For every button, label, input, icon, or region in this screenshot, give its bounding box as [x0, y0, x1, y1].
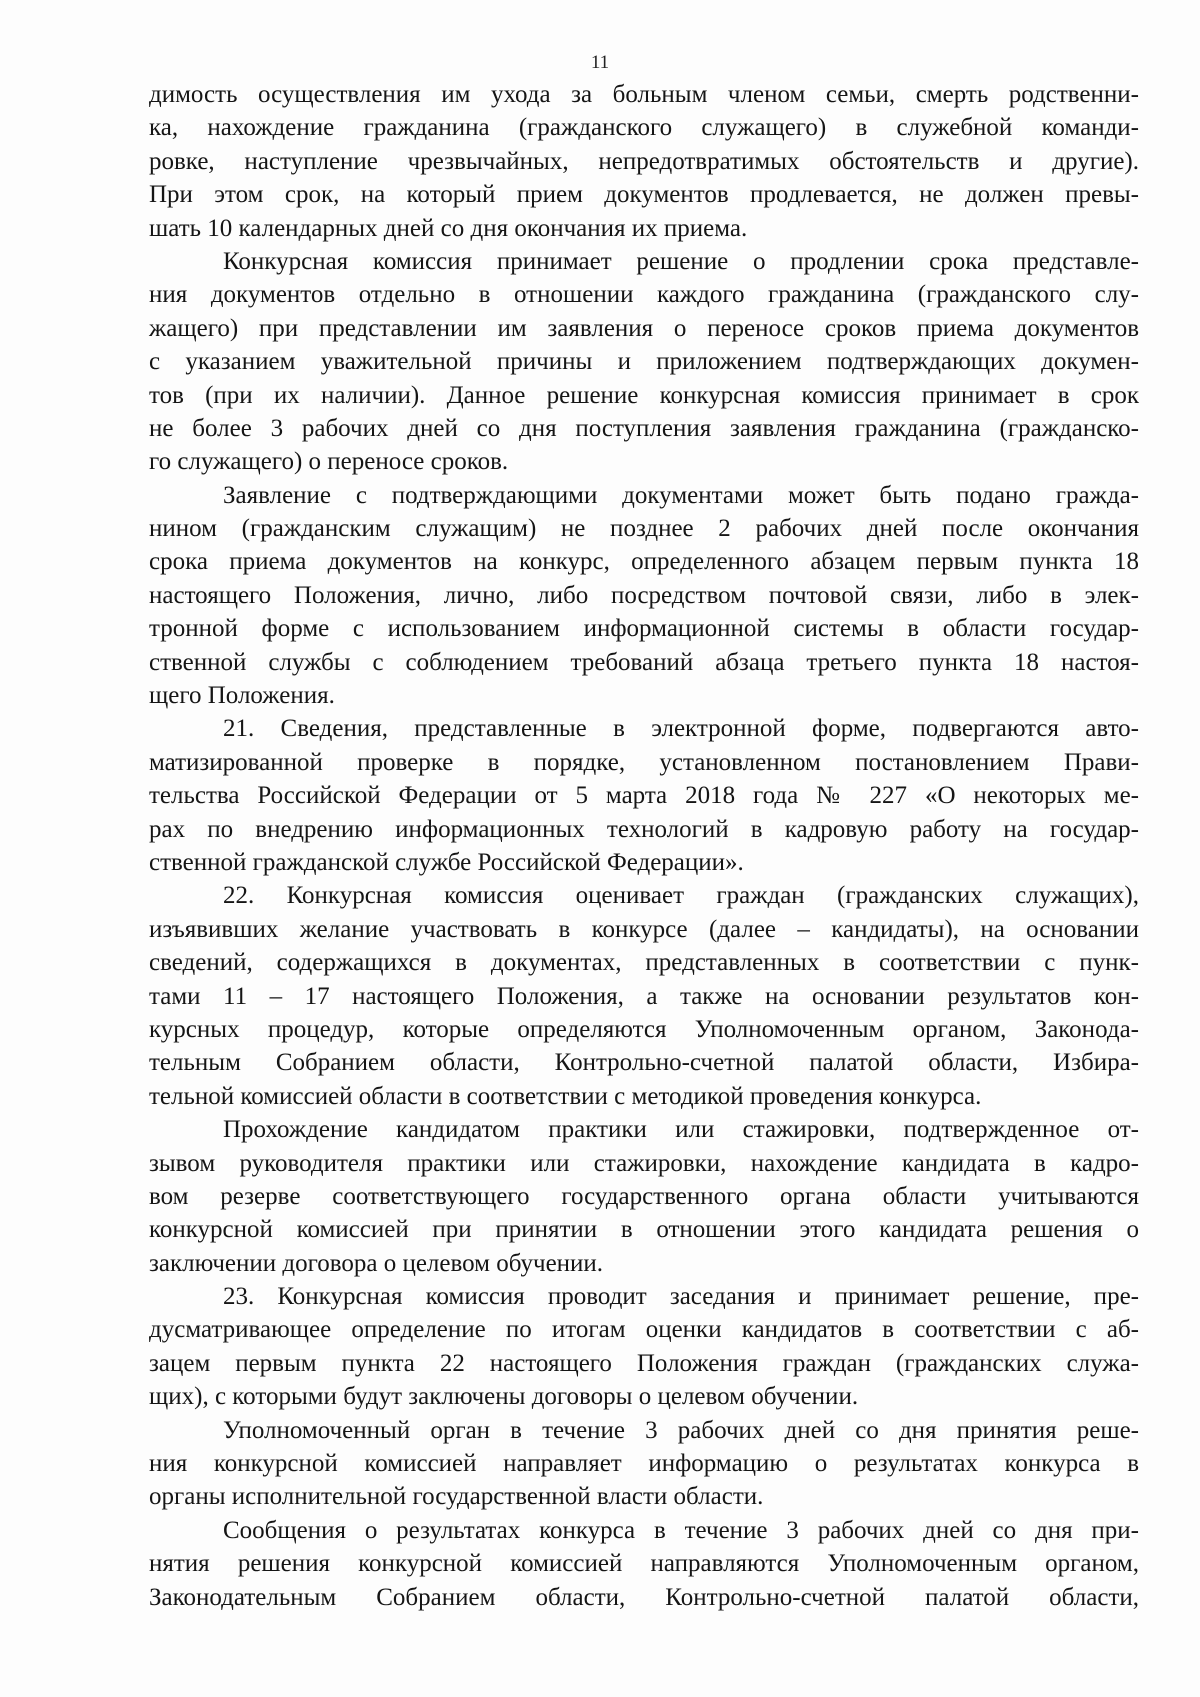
- text-line: сведений, содержащихся в документах, представленных в соответствии с пунк-: [149, 949, 1139, 977]
- text-line: 23. Конкурсная комиссия проводит заседания и принимает решение, пре-: [223, 1283, 1139, 1311]
- text-line: нятия решения конкурсной комиссией направляются Уполномоченным органом,: [149, 1550, 1139, 1578]
- text-line: жащего) при представлении им заявления о переносе сроков приема документов: [149, 314, 1139, 342]
- text-line: При этом срок, на который прием документов продлевается, не должен превы-: [149, 181, 1139, 209]
- text-line: настоящего Положения, лично, либо посредством почтовой связи, либо в элек-: [149, 581, 1139, 609]
- text-line: тельной комиссией области в соответствии с методикой проведения конкурса.: [149, 1082, 982, 1110]
- text-line: ственной гражданской службе Российской Федерации».: [149, 848, 744, 876]
- text-line: тами 11 – 17 настоящего Положения, а также на основании результатов кон-: [149, 982, 1139, 1010]
- text-line: 22. Конкурсная комиссия оценивает граждан (гражданских служащих),: [223, 882, 1139, 910]
- text-line: Конкурсная комиссия принимает решение о продлении срока представле-: [223, 247, 1139, 275]
- text-line: ния конкурсной комиссией направляет информацию о результатах конкурса в: [149, 1450, 1139, 1478]
- text-line: тронной форме с использованием информационной системы в области государ-: [149, 615, 1139, 643]
- text-line: изъявивших желание участвовать в конкурсе (далее – кандидаты), на основании: [149, 915, 1139, 943]
- text-line: го служащего) о переносе сроков.: [149, 448, 509, 476]
- text-line: матизированной проверке в порядке, установленном постановлением Прави-: [149, 748, 1139, 776]
- text-line: тельства Российской Федерации от 5 марта 2018 года № 227 «О некоторых ме-: [149, 782, 1139, 810]
- text-line: щего Положения.: [149, 682, 335, 710]
- text-line: Уполномоченный орган в течение 3 рабочих дней со дня принятия реше-: [223, 1416, 1139, 1444]
- text-line: щих), с которыми будут заключены договоры о целевом обучении.: [149, 1383, 859, 1411]
- text-line: димость осуществления им ухода за больным членом семьи, смерть родственни-: [149, 81, 1139, 108]
- text-line: срока приема документов на конкурс, определенного абзацем первым пункта 18: [149, 548, 1139, 576]
- text-line: ровке, наступление чрезвычайных, непредотвратимых обстоятельств и другие).: [149, 147, 1139, 175]
- text-line: рах по внедрению информационных технологий в кадровую работу на государ-: [149, 815, 1139, 843]
- page-number: 11: [590, 52, 610, 73]
- text-line: с указанием уважительной причины и приложением подтверждающих докумен-: [149, 348, 1139, 376]
- text-line: Законодательным Собранием области, Контрольно-счетной палатой области,: [149, 1583, 1139, 1611]
- text-line: зацем первым пункта 22 настоящего Положения граждан (гражданских служа-: [149, 1349, 1139, 1377]
- body-text: [149, 78, 1139, 1614]
- text-line: Заявление с подтверждающими документами может быть подано гражда-: [223, 481, 1139, 509]
- text-line: тов (при их наличии). Данное решение конкурсная комиссия принимает в срок: [149, 381, 1139, 409]
- text-line: Сообщения о результатах конкурса в течение 3 рабочих дней со дня при-: [223, 1516, 1139, 1544]
- text-line: тельным Собранием области, Контрольно-счетной палатой области, Избира-: [149, 1049, 1139, 1077]
- text-line: 21. Сведения, представленные в электронной форме, подвергаются авто-: [223, 715, 1139, 743]
- text-line: вом резерве соответствующего государственного органа области учитываются: [149, 1182, 1139, 1210]
- text-line: курсных процедур, которые определяются Уполномоченным органом, Законода-: [149, 1015, 1139, 1043]
- text-line: зывом руководителя практики или стажировки, нахождение кандидата в кадро-: [149, 1149, 1139, 1177]
- text-line: Прохождение кандидатом практики или стажировки, подтвержденное от-: [223, 1116, 1139, 1144]
- text-line: ка, нахождение гражданина (гражданского служащего) в служебной команди-: [149, 114, 1139, 142]
- text-line: конкурсной комиссией при принятии в отношении этого кандидата решения о: [149, 1216, 1139, 1244]
- text-line: ственной службы с соблюдением требований абзаца третьего пункта 18 настоя-: [149, 648, 1139, 676]
- text-line: шать 10 календарных дней со дня окончания их приема.: [149, 214, 748, 242]
- text-line: дусматривающее определение по итогам оценки кандидатов в соответствии с аб-: [149, 1316, 1139, 1344]
- text-line: не более 3 рабочих дней со дня поступления заявления гражданина (гражданско-: [149, 414, 1139, 442]
- text-line: заключении договора о целевом обучении.: [149, 1249, 604, 1277]
- text-line: органы исполнительной государственной власти области.: [149, 1483, 764, 1511]
- text-line: нином (гражданским служащим) не позднее 2 рабочих дней после окончания: [149, 515, 1139, 543]
- text-line: ния документов отдельно в отношении каждого гражданина (гражданского слу-: [149, 281, 1139, 309]
